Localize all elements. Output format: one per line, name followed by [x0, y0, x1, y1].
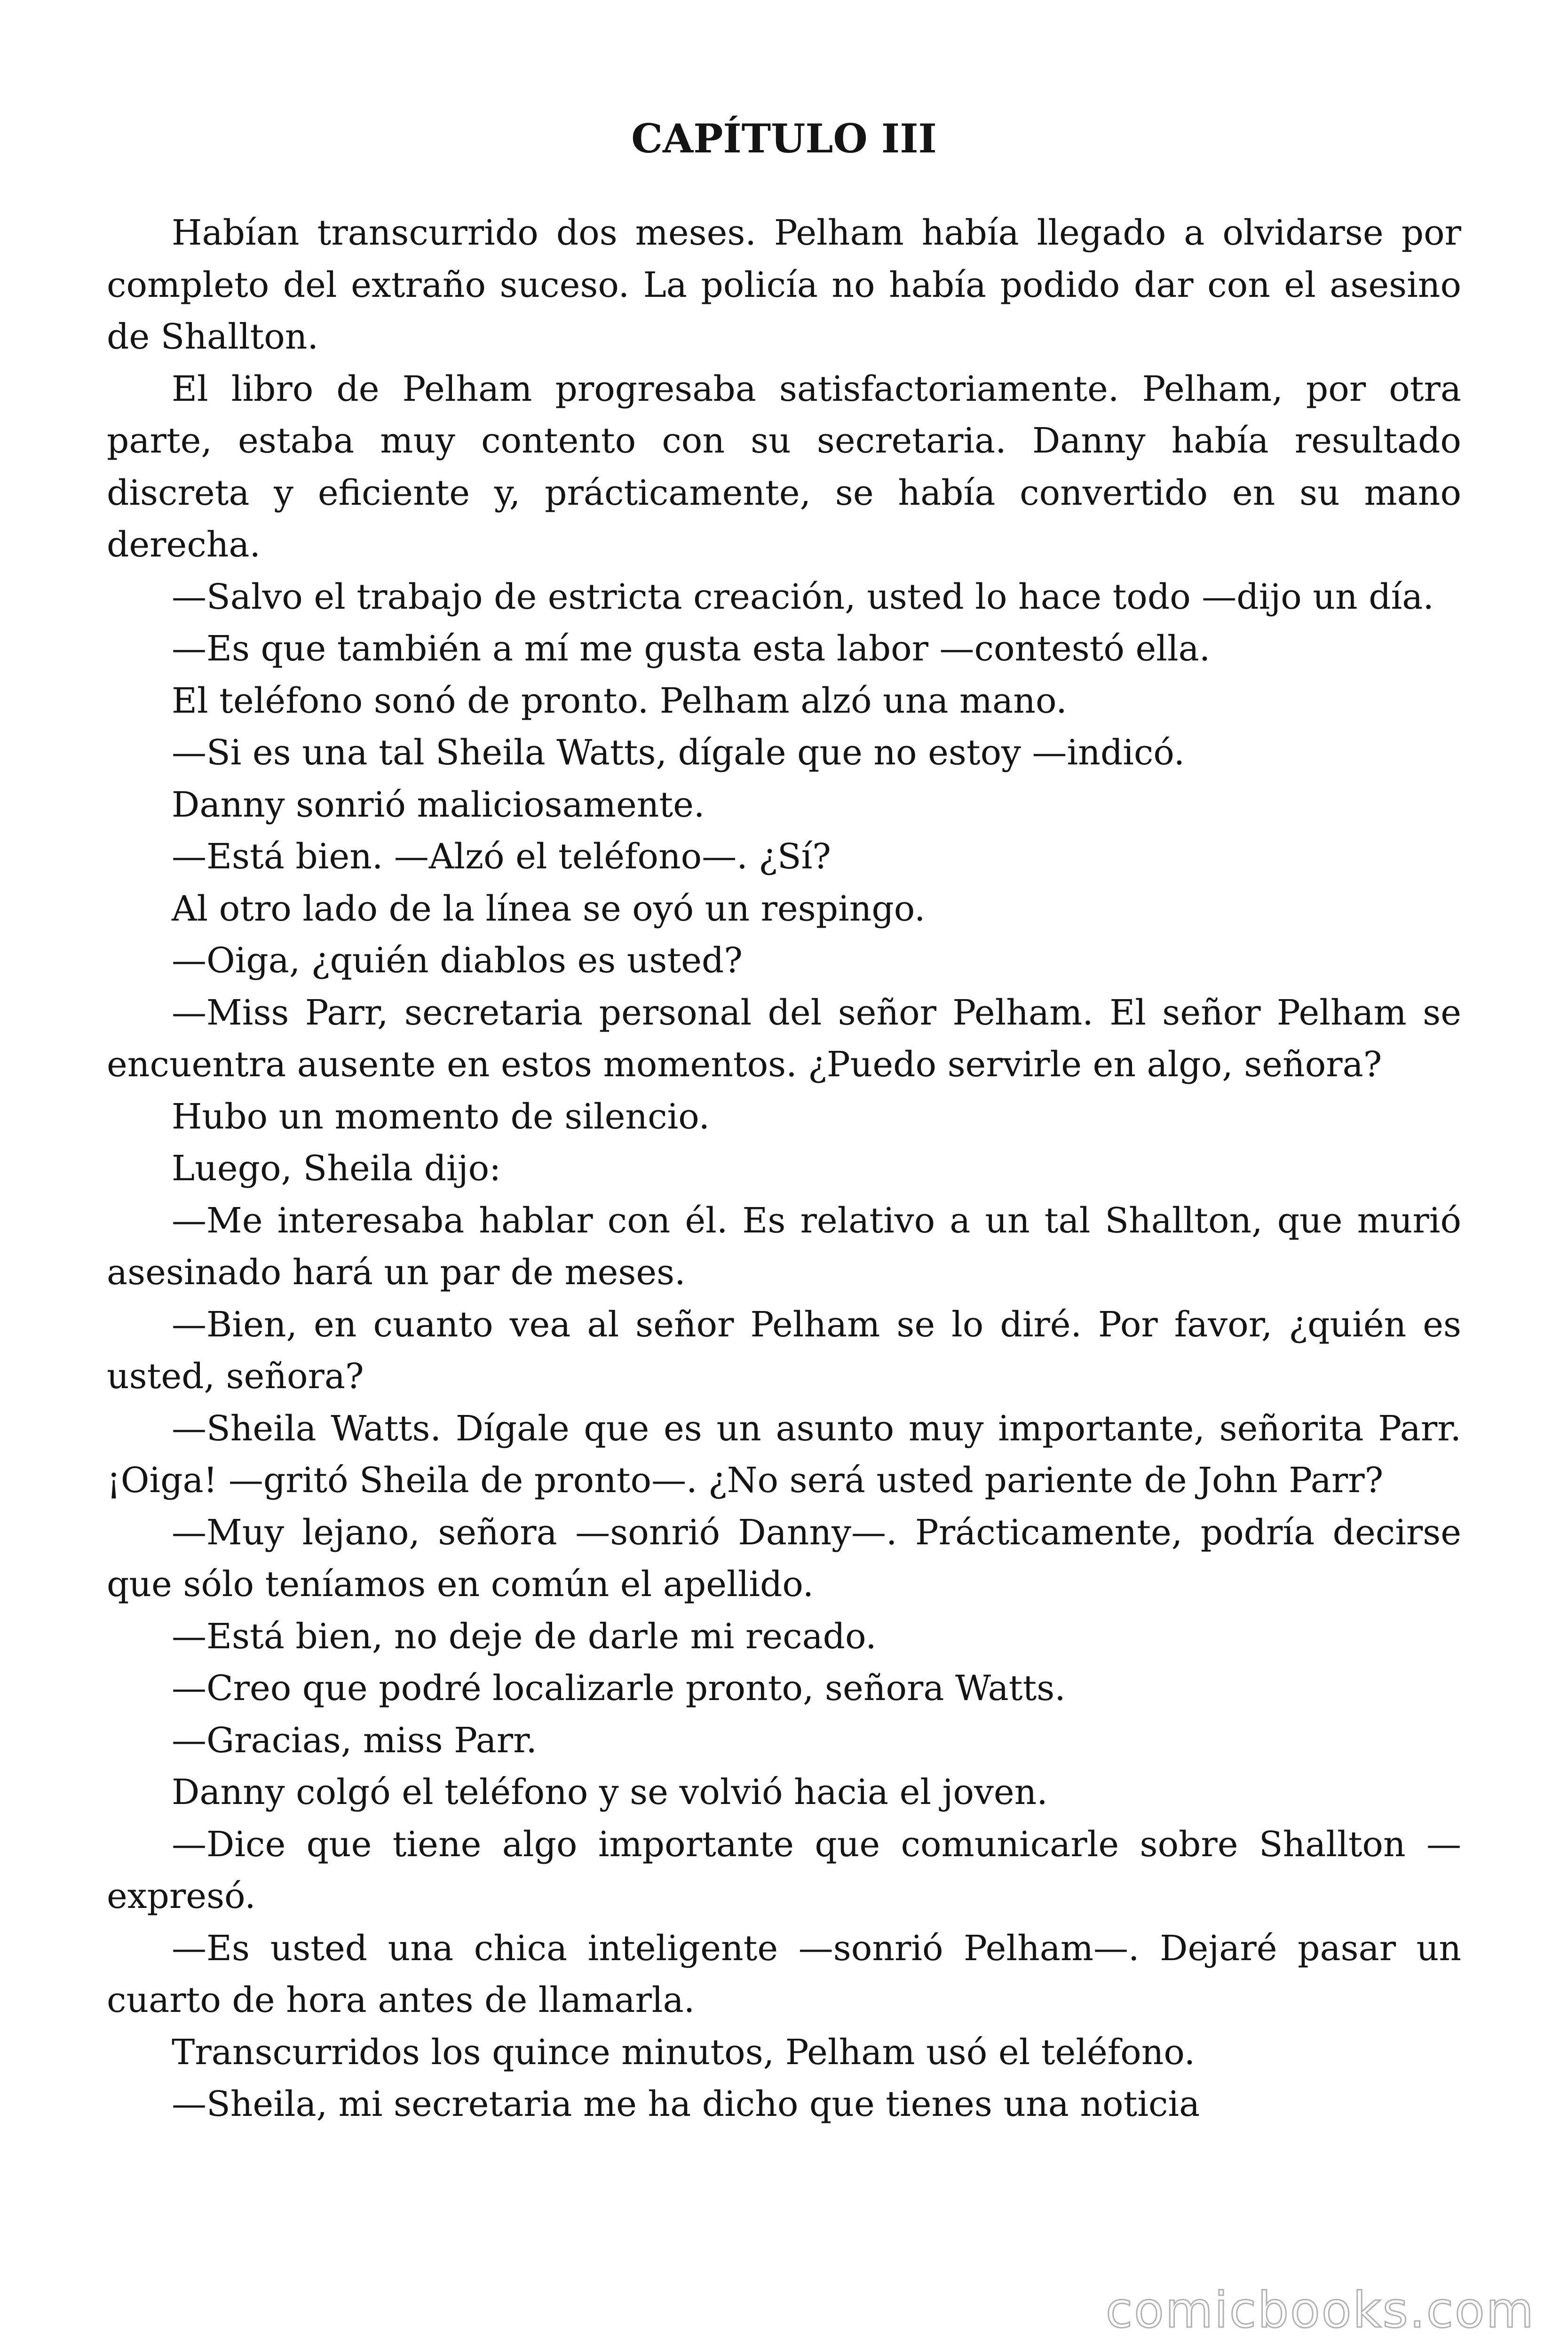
- paragraph: Luego, Sheila dijo:: [172, 1148, 501, 1189]
- paragraph: El libro de Pelham progresaba satisfactoriamente. Pelham, por otra parte, estaba muy contento con su secretaria. Danny había resultado discreta y eficiente y, prácticamente, se había convertido en su mano derecha.: [107, 368, 1461, 565]
- paragraph: —Gracias, miss Parr.: [172, 1720, 537, 1761]
- paragraph: —Dice que tiene algo importante que comunicarle sobre Shallton —expresó.: [107, 1824, 1461, 1916]
- paragraph: —Salvo el trabajo de estricta creación, usted lo hace todo —dijo un día.: [172, 576, 1434, 617]
- paragraph: —Bien, en cuanto vea al señor Pelham se lo diré. Por favor, ¿quién es usted, señora?: [107, 1304, 1461, 1397]
- watermark: comicbooks.com: [1105, 2281, 1535, 2339]
- book-page: [107, 113, 1461, 2130]
- paragraph: —Sheila, mi secretaria me ha dicho que tienes una noticia: [172, 2084, 1200, 2124]
- body-text: [107, 207, 1461, 2130]
- paragraph: —Me interesaba hablar con él. Es relativo a un tal Shallton, que murió asesinado hará un par de meses.: [107, 1200, 1461, 1293]
- paragraph: Al otro lado de la línea se oyó un respingo.: [172, 888, 926, 929]
- paragraph: —Sheila Watts. Dígale que es un asunto muy importante, señorita Parr. ¡Oiga! —gritó Sheila de pronto—. ¿No será usted pariente de John Parr?: [107, 1408, 1461, 1501]
- paragraph: —Es usted una chica inteligente —sonrió Pelham—. Dejaré pasar un cuarto de hora antes de llamarla.: [107, 1928, 1461, 2020]
- paragraph: El teléfono sonó de pronto. Pelham alzó una mano.: [172, 680, 1067, 721]
- paragraph: Danny sonrió maliciosamente.: [172, 784, 705, 825]
- paragraph: Transcurridos los quince minutos, Pelham usó el teléfono.: [172, 2032, 1196, 2073]
- paragraph: —Creo que podré localizarle pronto, señora Watts.: [172, 1668, 1066, 1708]
- paragraph: —Es que también a mí me gusta esta labor —contestó ella.: [172, 628, 1211, 669]
- paragraph: —Oiga, ¿quién diablos es usted?: [172, 940, 743, 981]
- paragraph: Habían transcurrido dos meses. Pelham había llegado a olvidarse por completo del extraño suceso. La policía no había podido dar con el asesino de Shallton.: [107, 213, 1461, 357]
- paragraph: Danny colgó el teléfono y se volvió hacia el joven.: [172, 1772, 1048, 1812]
- paragraph: —Está bien, no deje de darle mi recado.: [172, 1616, 877, 1657]
- chapter-title: CAPÍTULO III: [631, 115, 937, 162]
- paragraph: —Miss Parr, secretaria personal del señor Pelham. El señor Pelham se encuentra ausente en estos momentos. ¿Puedo servirle en algo, señora?: [107, 992, 1461, 1085]
- paragraph: Hubo un momento de silencio.: [172, 1096, 710, 1137]
- paragraph: —Si es una tal Sheila Watts, dígale que no estoy —indicó.: [172, 732, 1185, 773]
- paragraph: —Está bien. —Alzó el teléfono—. ¿Sí?: [172, 836, 831, 877]
- paragraph: —Muy lejano, señora —sonrió Danny—. Prácticamente, podría decirse que sólo teníamos en común el apellido.: [107, 1512, 1461, 1605]
